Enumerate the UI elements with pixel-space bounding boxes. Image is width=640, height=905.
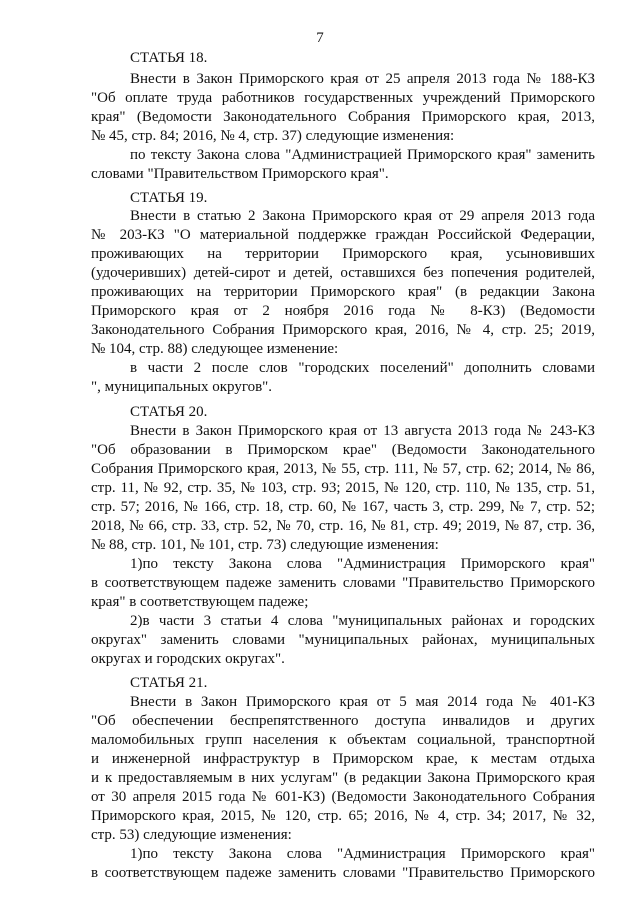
article-21-line: "Об обеспечении беспрепятственного доступа инвалидов и других — [91, 713, 595, 729]
article-20-line: округах" заменить словами "муниципальных районах, муниципальных — [91, 632, 595, 648]
article-18-line: Внести в Закон Приморского края от 25 апреля 2013 года № 188-КЗ — [130, 71, 595, 87]
article-19-heading: СТАТЬЯ 19. — [130, 190, 208, 206]
article-20-line: в соответствующем падеже заменить словами "Правительство Приморского — [91, 575, 595, 591]
article-18-heading: СТАТЬЯ 18. — [130, 50, 208, 66]
article-19-line: № 104, стр. 88) следующее изменение: — [91, 341, 339, 357]
article-20-line: края" в соответствующем падеже; — [91, 594, 309, 610]
article-21-line: и к предоставляемым в них услугам" (в редакции Закона Приморского края — [91, 770, 595, 786]
article-21-line: и инженерной инфраструктур в Приморском крае, к местам отдыха — [91, 751, 595, 767]
article-18-line: края" (Ведомости Законодательного Собрания Приморского края, 2013, — [91, 109, 595, 125]
article-20-line: 1)по тексту Закона слова "Администрация Приморского края" — [130, 556, 595, 572]
page-number: 7 — [316, 30, 324, 46]
article-19-line: Законодательного Собрания Приморского края, 2016, № 4, стр. 25; 2019, — [91, 322, 595, 338]
article-21-heading: СТАТЬЯ 21. — [130, 675, 208, 691]
article-20-line: 2018, № 66, стр. 33, стр. 52, № 70, стр. 16, № 81, стр. 49; 2019, № 87, стр. 36, — [91, 518, 595, 534]
article-21-line: маломобильных групп населения к объектам социальной, транспортной — [91, 732, 595, 748]
article-20-line: Собрания Приморского края, 2013, № 55, стр. 111, № 57, стр. 62; 2014, № 86, — [91, 461, 595, 477]
article-21-line: в соответствующем падеже заменить словами "Правительство Приморского — [91, 865, 595, 881]
article-20-line: № 88, стр. 101, № 101, стр. 73) следующие изменения: — [91, 537, 439, 553]
article-20-line: стр. 11, № 92, стр. 35, № 103, стр. 93; 2015, № 120, стр. 110, № 135, стр. 51, — [91, 480, 595, 496]
article-19-line: (удочеривших) детей-сирот и детей, оставшихся без попечения родителей, — [91, 265, 595, 281]
article-19-line: Внести в статью 2 Закона Приморского края от 29 апреля 2013 года — [130, 208, 595, 224]
article-19-line: проживающих на территории Приморского края, усыновивших — [91, 246, 595, 262]
article-21-line: стр. 53) следующие изменения: — [91, 827, 292, 843]
article-18-line: "Об оплате труда работников государственных учреждений Приморского — [91, 90, 595, 106]
article-20-heading: СТАТЬЯ 20. — [130, 404, 208, 420]
article-20-line: округах и городских округах". — [91, 651, 285, 667]
article-19-line: в части 2 после слов "городских поселений" дополнить словами — [130, 360, 595, 376]
article-21-line: 1)по тексту Закона слова "Администрация Приморского края" — [130, 846, 595, 862]
article-18-line: № 45, стр. 84; 2016, № 4, стр. 37) следующие изменения: — [91, 128, 455, 144]
article-18-line: по тексту Закона слова "Администрацией Приморского края" заменить — [130, 147, 595, 163]
article-19-line: ", муниципальных округов". — [91, 379, 273, 395]
article-18-line: словами "Правительством Приморского края". — [91, 166, 389, 182]
article-19-line: проживающих на территории Приморского края" (в редакции Закона — [91, 284, 595, 300]
article-20-line: "Об образовании в Приморском крае" (Ведомости Законодательного — [91, 442, 595, 458]
article-21-line: Внести в Закон Приморского края от 5 мая 2014 года № 401-КЗ — [130, 694, 595, 710]
article-20-line: Внести в Закон Приморского края от 13 августа 2013 года № 243-КЗ — [130, 423, 595, 439]
article-19-line: Приморского края от 2 ноября 2016 года № 8-КЗ) (Ведомости — [91, 303, 595, 319]
article-21-line: Приморского края, 2015, № 120, стр. 65; 2016, № 4, стр. 34; 2017, № 32, — [91, 808, 595, 824]
article-19-line: № 203-КЗ "О материальной поддержке граждан Российской Федерации, — [91, 227, 595, 243]
article-20-line: стр. 57; 2016, № 166, стр. 18, стр. 60, № 167, часть 3, стр. 299, № 7, стр. 52; — [91, 499, 595, 515]
article-20-line: 2)в части 3 статьи 4 слова "муниципальных районах и городских — [130, 613, 595, 629]
article-21-line: от 30 апреля 2015 года № 601-КЗ) (Ведомости Законодательного Собрания — [91, 789, 595, 805]
